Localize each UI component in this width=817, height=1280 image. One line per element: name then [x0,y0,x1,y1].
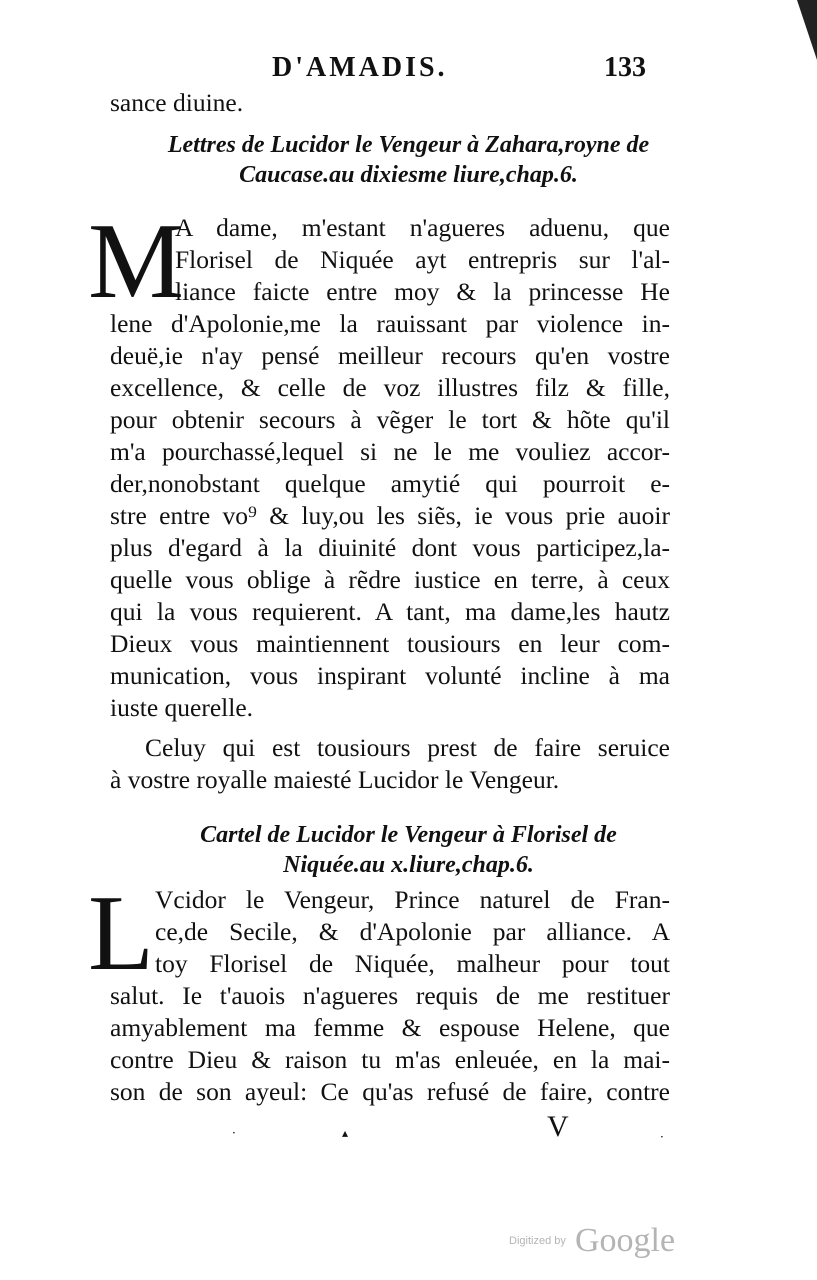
page-edge-shadow [797,0,817,60]
letter-heading-line: Caucase.au dixiesme liure,chap.6. [239,162,578,188]
cartel-heading-line: Niquée.au x.liure,chap.6. [283,852,534,878]
catchword: V [547,1110,569,1143]
letter-signature-line: Celuy qui est tousiours prest de faire seruice [145,733,670,762]
page-number: 133 [604,52,646,83]
running-title: D'AMADIS. [272,52,448,83]
cartel-heading-line: Cartel de Lucidor le Vengeur à Florisel de [200,822,617,848]
letter-line: iuste querelle. [110,693,254,722]
letter-line: Dieux vous maintiennent tousiours en leur com- [110,629,670,658]
cartel-line: ce,de Secile, & d'Apolonie par alliance. A [155,917,670,946]
digitized-watermark [509,1222,675,1262]
letter-line: der,nonobstant quelque amytié qui pourroit e- [110,469,670,498]
letter-line: excellence, & celle de voz illustres filz & fille, [110,373,670,402]
carryover-line: sance diuine. [110,88,244,117]
letter-signature-line: à vostre royalle maiesté Lucidor le Vengeur. [110,765,560,794]
letter-line: munication, vous inspirant volunté incline à ma [110,661,670,690]
letter-line: lene d'Apolonie,me la rauissant par violence in- [110,309,670,338]
cartel-line: amyablement ma femme & espouse Helene, que [110,1013,670,1042]
letter-line: plus d'egard à la diuinité dont vous participez,la- [110,533,670,562]
running-head [0,52,817,92]
letter-line: Florisel de Niquée ayt entrepris sur l'al- [175,245,670,274]
cartel-line: salut. Ie t'auois n'agueres requis de me restituer [110,981,670,1010]
letter-line: deuë,ie n'ay pensé meilleur recours qu'en vostre [110,341,670,370]
cartel-line: Vcidor le Vengeur, Prince naturel de Fran- [155,885,670,914]
cartel-line: contre Dieu & raison tu m'as enleuée, en la mai- [110,1045,670,1074]
print-speck: · [232,1126,236,1140]
drop-cap-l: L [88,874,154,993]
letter-line: A dame, m'estant n'agueres aduenu, que [175,213,670,242]
cartel-line: son de son ayeul: Ce qu'as refusé de faire, contre [110,1077,670,1106]
drop-cap-m: M [88,202,185,321]
print-speck: ▴ [342,1126,349,1140]
letter-line: liance faicte entre moy & la princesse He [175,277,670,306]
digitized-prefix: Digitized by [509,1235,566,1247]
letter-line: qui la vous requierent. A tant, ma dame,les hautz [110,597,670,626]
letter-line: pour obtenir secours à vẽger le tort & hõte qu'il [110,405,670,434]
letter-line: quelle vous oblige à rẽdre iustice en terre, à ceux [110,565,670,594]
print-speck: · [660,1130,664,1144]
cartel-line: toy Florisel de Niquée, malheur pour tout [155,949,670,978]
letter-line: stre entre vo⁹ & luy,ou les siẽs, ie vous prie auoir [110,501,670,530]
letter-line: m'a pourchassé,lequel si ne le me vouliez accor- [110,437,670,466]
google-logo: Google [574,1222,676,1259]
letter-heading-line: Lettres de Lucidor le Vengeur à Zahara,royne de [167,132,650,158]
